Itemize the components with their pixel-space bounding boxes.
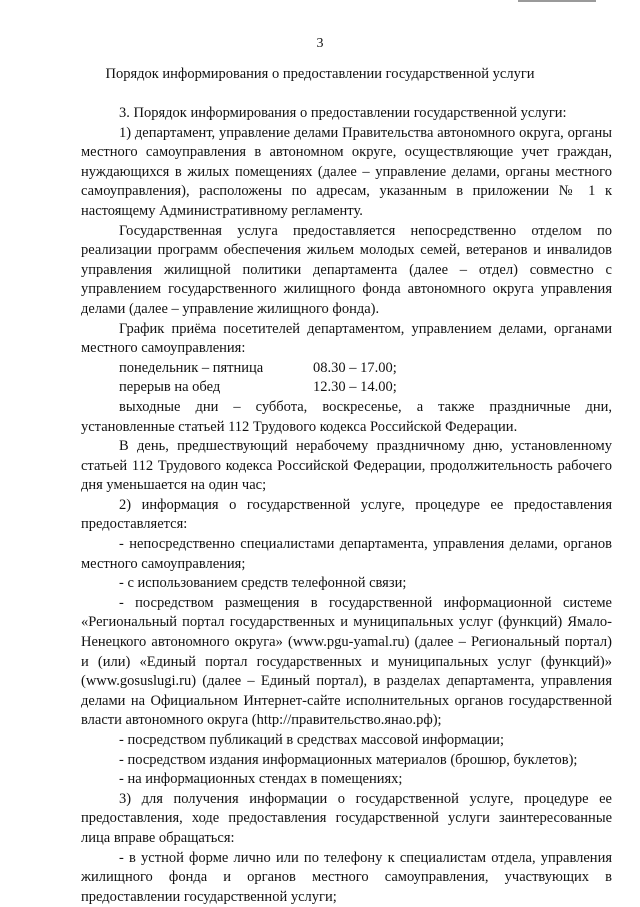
paragraph: График приёма посетителей департаментом, управлением делами, органами местного самоуправления: — [81, 320, 612, 357]
schedule-label: перерыв на обед — [119, 379, 221, 396]
list-item: - непосредственно специалистами департамента, управления делами, органов местного самоуправления; — [81, 536, 612, 572]
paragraph: 1) департамент, управление делами Правительства автономного округа, органы местного самоуправления в автономном округе, осуществляющие учет граждан, нуждающихся в жилых помещениях (далее – управление делами, органы местного самоуправления), расположены по адресам, указанным в приложении № 1 к настоящему Административному регламенту. — [81, 124, 612, 219]
paragraph: В день, предшествующий нерабочему праздничному дню, установленному статьей 112 Трудового кодекса Российской Федерации, продолжительность рабочего дня уменьшается на один час; — [81, 438, 612, 494]
schedule-row — [81, 359, 612, 379]
schedule-time: 08.30 – 17.00; — [313, 359, 397, 376]
list-item: - на информационных стендах в помещениях; — [119, 771, 403, 788]
schedule-row — [81, 378, 612, 398]
scan-edge-mark — [518, 0, 596, 2]
list-item: - с использованием средств телефонной связи; — [119, 575, 407, 592]
document-body — [81, 104, 612, 907]
list-item: - посредством публикаций в средствах массовой информации; — [119, 732, 504, 748]
paragraph: 3) для получения информации о государственной услуге, процедуре ее предоставления, ходе предоставления государственной услуги заинтересованные лица вправе обращаться: — [81, 790, 612, 846]
paragraph: 2) информация о государственной услуге, процедуре ее предоставления предоставляется: — [81, 496, 612, 533]
list-item: - посредством издания информационных материалов (брошюр, буклетов); — [119, 751, 578, 768]
paragraph: 3. Порядок информирования о предоставлении государственной услуги: — [119, 105, 567, 121]
section-heading: Порядок информирования о предоставлении государственной услуги — [105, 66, 535, 82]
schedule-time: 12.30 – 14.00; — [313, 379, 397, 396]
schedule-label: понедельник – пятница — [119, 359, 264, 376]
list-item: - посредством размещения в государственной информационной системе «Региональный портал государственных и муниципальных услуг (функций) Ямало-Ненецкого автономного округа» (www.pgu-yamal.ru) (далее – Региональный портал) и (или) «Единый портал государственных и муниципальных услуг (функций)» (www.gosuslugi.ru) (далее – Единый портал), в разделах департамента, управления делами на Официальном Интернет-сайте исполнительных органов государственной власти автономного округа (http://правительство.янао.рф); — [81, 594, 612, 729]
paragraph: Государственная услуга предоставляется непосредственно отделом по реализации программ обеспечения жильем молодых семей, ветеранов и инвалидов управления жилищной политики департамента (далее – отдел) совместно с управлением государственного жилищного фонда автономного округа управления делами (далее – управление жилищного фонда). — [81, 222, 612, 317]
list-item: - в устной форме лично или по телефону к специалистам отдела, управления жилищного фонда и органов местного самоуправления, участвующих в предоставлении государственной услуги; — [81, 849, 612, 905]
paragraph: выходные дни – суббота, воскресенье, а также праздничные дни, установленные статьей 112 Трудового кодекса Российской Федерации. — [81, 398, 612, 435]
page-number: 3 — [316, 36, 324, 51]
